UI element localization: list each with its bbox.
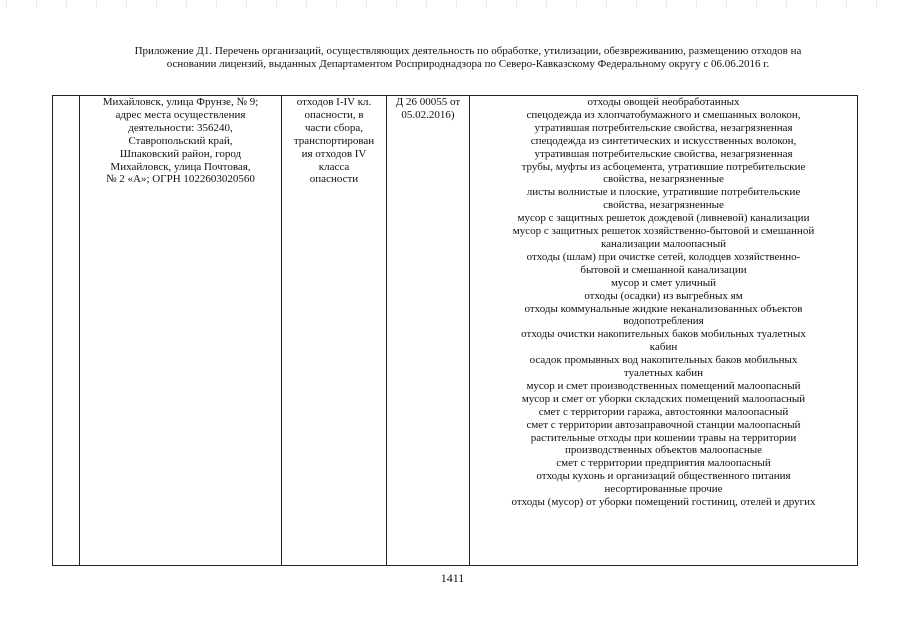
address-line: Шпаковский район, город: [119, 147, 242, 160]
address-line: Михайловск, улица Почтовая,: [110, 160, 251, 173]
waste-item-line: осадок промывных вод накопительных баков мобильных: [529, 354, 798, 367]
address-line: № 2 «А»; ОГРН 1022603020560: [106, 173, 255, 186]
waste-item-line: растительные отходы при кошении травы на территории: [530, 431, 797, 444]
waste-item-line: отходы (шлам) при очистке сетей, колодцев хозяйственно-: [526, 250, 801, 263]
activity-line: ия отходов IV: [301, 147, 367, 160]
scan-edge-artifact: [0, 0, 905, 8]
waste-item-line: отходы очистки накопительных баков мобильных туалетных: [521, 328, 806, 341]
waste-item-line: свойства, незагрязненные: [603, 173, 724, 186]
header-line-2: основании лицензий, выданных Департаментом Росприроднадзора по Северо-Кавказскому Федеральному округу с 06.06.2016 г.: [166, 58, 770, 70]
table-row: [53, 96, 858, 566]
waste-item-line: спецодежда из синтетических и искусственных волокон,: [530, 134, 797, 147]
waste-item-line: отходы кухонь и организаций общественного питания: [536, 470, 791, 483]
waste-item-line: смет с территории предприятия малоопасный: [556, 457, 771, 470]
activity-line: части сбора,: [305, 121, 363, 134]
waste-item-line: мусор и смет от уборки складских помещений малоопасный: [521, 392, 806, 405]
page-number: 1411: [440, 571, 465, 585]
waste-item-line: утратившая потребительские свойства, незагрязненная: [534, 147, 793, 160]
waste-item-line: отходы овощей необработанных: [587, 96, 740, 108]
activity-line: опасности: [309, 173, 359, 186]
address-line: Ставропольский край,: [128, 134, 233, 147]
license-cell: [387, 96, 470, 566]
address-cell: [80, 96, 282, 566]
activity-cell: [282, 96, 387, 566]
waste-item-line: мусор и смет производственных помещений малоопасный: [526, 379, 801, 392]
license-line: 05.02.2016): [401, 108, 455, 121]
waste-item-line: мусор и смет уличный: [610, 276, 717, 289]
license-line: Д 26 00055 от: [395, 96, 461, 108]
waste-item-line: производственных объектов малоопасные: [565, 444, 762, 457]
waste-item-line: водопотребления: [623, 315, 704, 328]
waste-item-line: отходы коммунальные жидкие неканализованных объектов: [524, 302, 803, 315]
waste-item-line: утратившая потребительские свойства, незагрязненная: [534, 121, 793, 134]
address-line: адрес места осуществления: [115, 108, 246, 121]
activity-line: транспортирован: [293, 134, 375, 147]
activity-line: отходов I-IV кл.: [296, 96, 372, 108]
waste-item-line: отходы (мусор) от уборки помещений гостиниц, отелей и других: [511, 496, 816, 509]
waste-item-line: смет с территории автозаправочной станции малоопасный: [526, 418, 801, 431]
header-line-1: Приложение Д1. Перечень организаций, осуществляющих деятельность по обработке, утилизации, обезвреживанию, размещению отходов на: [134, 45, 802, 57]
waste-item-line: свойства, незагрязненные: [603, 199, 724, 212]
waste-item-line: мусор с защитных решеток дождевой (ливневой) канализации: [517, 212, 810, 225]
waste-item-line: отходы (осадки) из выгребных ям: [584, 289, 743, 302]
waste-item-line: бытовой и смешанной канализации: [580, 263, 747, 276]
waste-list-cell: [470, 96, 858, 566]
organizations-table: [52, 95, 858, 566]
waste-item-line: смет с территории гаража, автостоянки малоопасный: [538, 405, 789, 418]
address-line: Михайловск, улица Фрунзе, № 9;: [102, 96, 259, 108]
waste-item-line: спецодежда из хлопчатобумажного и смешанных волокон,: [526, 108, 801, 121]
row-number-cell: [53, 96, 80, 566]
waste-item-line: туалетных кабин: [623, 367, 704, 380]
waste-item-line: трубы, муфты из асбоцемента, утратившие потребительские: [521, 160, 806, 173]
waste-item-line: листы волнистые и плоские, утратившие потребительские: [526, 186, 801, 199]
address-line: деятельности: 356240,: [128, 121, 233, 134]
activity-line: опасности, в: [304, 108, 364, 121]
document-header: [78, 45, 858, 71]
waste-item-line: несортированные прочие: [604, 483, 723, 496]
waste-item-line: канализации малоопасный: [600, 237, 727, 250]
waste-item-line: кабин: [649, 341, 678, 354]
waste-item-line: мусор с защитных решеток хозяйственно-бытовой и смешанной: [512, 225, 815, 238]
activity-line: класса: [318, 160, 350, 173]
